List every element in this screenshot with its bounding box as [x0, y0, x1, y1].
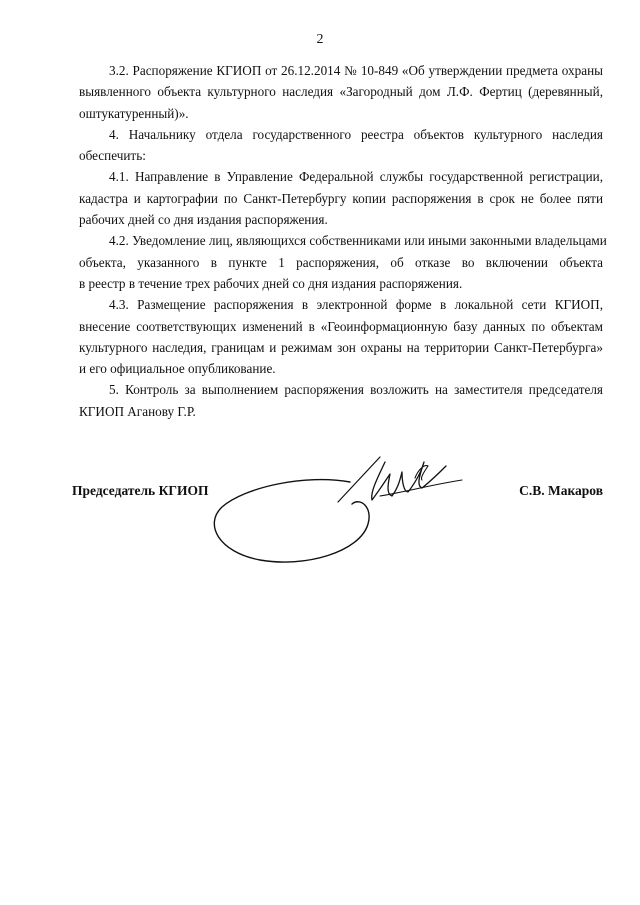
- body-line: выявленного объекта культурного наследия «Загородный дом Л.Ф. Фертиц (деревянный,: [79, 84, 603, 100]
- body-line: КГИОП Аганову Г.Р.: [79, 403, 196, 419]
- page-number: 2: [316, 32, 324, 47]
- body-line: 4.3. Размещение распоряжения в электронной форме в локальной сети КГИОП,: [109, 297, 603, 313]
- body-line: 5. Контроль за выполнением распоряжения возложить на заместителя председателя: [109, 382, 603, 398]
- position-title: Председатель КГИОП: [72, 483, 209, 498]
- body-line: культурного наследия, границам и режимам зон охраны на территории Санкт-Петербурга»: [79, 339, 603, 355]
- body-line: 4.1. Направление в Управление Федеральной службы государственной регистрации,: [109, 169, 603, 185]
- signatory-name: С.В. Макаров: [519, 483, 603, 498]
- document-body: [79, 60, 607, 422]
- body-line: объекта, указанного в пункте 1 распоряжения, об отказе во включении объекта: [79, 254, 603, 270]
- handwritten-signature: [210, 452, 470, 572]
- body-line: оштукатуренный)».: [79, 105, 189, 121]
- body-line: и его официальное опубликование.: [79, 361, 276, 377]
- body-line: 3.2. Распоряжение КГИОП от 26.12.2014 № 10-849 «Об утверждении предмета охраны: [109, 63, 603, 78]
- body-line: внесение соответствующих изменений в «Геоинформационную базу данных по объектам: [79, 318, 603, 334]
- body-line: 4. Начальнику отдела государственного реестра объектов культурного наследия: [109, 126, 603, 142]
- body-line: рабочих дней со дня издания распоряжения.: [79, 212, 328, 228]
- body-line: в реестр в течение трех рабочих дней со дня издания распоряжения.: [79, 275, 463, 291]
- body-line: обеспечить:: [79, 148, 146, 164]
- body-line: кадастра и картографии по Санкт-Петербургу копии распоряжения в срок не более пяти: [79, 190, 603, 206]
- body-line: 4.2. Уведомление лиц, являющихся собственниками или иными законными владельцами: [109, 233, 607, 249]
- signature-block: [72, 483, 603, 507]
